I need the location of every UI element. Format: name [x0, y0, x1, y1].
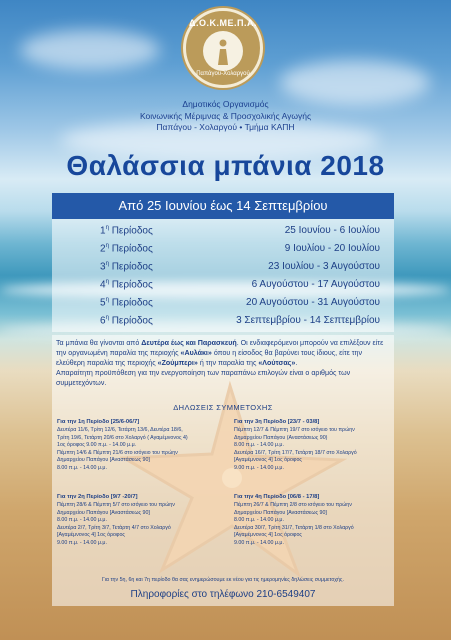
- declaration-title: Για την 3η Περίοδο [23/7 - 03/8]: [234, 419, 320, 425]
- logo-emblem: [203, 31, 243, 71]
- declaration-line: Δημαρχείου Παπάγου (Αναστάσεως 90): [234, 434, 328, 441]
- intro-text: [56, 338, 390, 388]
- period-2-declaration: [57, 493, 222, 547]
- period-label: $5^\eta$ Περίοδος: [100, 297, 153, 309]
- declarations-heading: ΔΗΛΩΣΕΙΣ ΣΥΜΜΕΤΟΧΗΣ: [173, 403, 273, 412]
- intro-paragraph: Τα μπάνια θα γίνονται από Δευτέρα έως και Παρασκευή. Οι ενδιαφερόμενοι μπορούν να επιλέξουν είτε την οργανωμένη παραλία της περιοχής «Αυλάκι» όπου η είσοδος θα βαρύνει τους ίδιους, είτε την ελεύθερη παραλία της περιοχής «Ζούμπερι» ή την παραλία της «Λούτσας».: [56, 339, 384, 367]
- period-dates: 20 Αυγούστου - 31 Αυγούστου: [246, 297, 380, 308]
- declaration-title: Για την 2η Περίοδο [9/7 -20/7]: [57, 494, 138, 500]
- declaration-line: 8.00 π.μ. - 14.00 μ.μ.: [57, 464, 107, 471]
- organization-header: [0, 99, 451, 134]
- header-line: Κοινωνικής Μέριμνας & Προσχολικής Αγωγής: [139, 110, 312, 121]
- info-panel: [52, 335, 394, 606]
- cloud: [20, 30, 160, 70]
- period-label: $2^\eta$ Περίοδος: [100, 243, 153, 255]
- declaration-line: [Αγαμέμνονος 4] 1ος όροφος: [234, 457, 302, 463]
- period-3-declaration: [234, 418, 399, 472]
- declaration-line: 9.00 π.μ. - 14.00 μ.μ.: [57, 539, 107, 546]
- schedule-panel: [52, 193, 394, 332]
- declaration-line: Δευτέρα 2/7, Τρίτη 3/7, Τετάρτη 4/7 στο Χολαργό: [57, 524, 171, 531]
- declaration-line: 9.00 π.μ. - 14.00 μ.μ.: [234, 539, 284, 546]
- declaration-line: Τρίτη 19/6, Τετάρτη 20/6 στο Χολαργό ( Αγαμέμνονος 4): [57, 434, 188, 441]
- header-line: Παπάγου - Χολαργού • Τμήμα ΚΑΠΗ: [156, 122, 295, 132]
- period-label: $1^\eta$ Περίοδος: [100, 225, 153, 237]
- period-dates: 23 Ιουλίου - 3 Αυγούστου: [268, 261, 380, 272]
- logo-location: Παπάγου-Χολαργού: [196, 71, 250, 77]
- organization-logo: [183, 8, 263, 88]
- period-1-declaration: [57, 418, 222, 472]
- period-dates: 3 Σεπτεμβρίου - 14 Σεπτεμβρίου: [236, 315, 380, 326]
- period-row: [100, 261, 380, 277]
- declaration-line: 8.00 π.μ. - 14.00 μ.μ.: [234, 517, 284, 523]
- period-dates: 6 Αυγούστου - 17 Αυγούστου: [251, 279, 380, 290]
- declaration-line: 8.00 π.μ. - 14.00 μ.μ.: [234, 442, 284, 448]
- contact-phone: Πληροφορίες στο τηλέφωνο 210-6549407: [130, 589, 316, 600]
- intro-requirement: Απαραίτητη προϋπόθεση για την ενεργοποίηση των παραπάνω επιλογών είναι ο αριθμός των συμμετεχόντων.: [56, 369, 351, 387]
- declaration-line: Πέμπτη 14/6 & Πέμπτη 21/6 στο ισόγειο του πρώην: [57, 449, 178, 456]
- period-row: [100, 243, 380, 259]
- period-label: $4^\eta$ Περίοδος: [100, 279, 153, 291]
- declaration-line: 8.00 π.μ. - 14.00 μ.μ.: [57, 517, 107, 523]
- declaration-line: Πέμπτη 12/7 & Πέμπτη 19/7 στο ισόγειο του πρώην: [234, 427, 355, 433]
- declaration-line: Πέμπτη 26/7 & Πέμπτη 2/8 στο ισόγειο του πρώην: [234, 502, 352, 508]
- declaration-line: Πέμπτη 28/6 & Πέμπτη 5/7 στο ισόγειο του πρώην: [57, 502, 175, 508]
- declaration-line: Δημαρχείου Παπάγου [Αναστάσεως 90]: [234, 509, 327, 516]
- declaration-line: Δευτέρα 30/7, Τρίτη 31/7, Τετάρτη 1/8 στο Χολαργό: [234, 524, 354, 531]
- logo-acronym: Δ.Ο.Κ.ΜΕ.Π.Α.: [189, 18, 257, 28]
- period-dates: 9 Ιουλίου - 20 Ιουλίου: [284, 243, 380, 254]
- period-row: [100, 279, 380, 295]
- period-row: [100, 297, 380, 313]
- declaration-line: 1ος όροφος 9.00 π.μ. - 14.00 μ.μ.: [57, 442, 137, 448]
- person-icon: [217, 39, 229, 65]
- period-row: [100, 315, 380, 331]
- date-range-banner: Από 25 Ιουνίου έως 14 Σεπτεμβρίου: [52, 193, 394, 219]
- declaration-line: [Αγαμέμνονος 4] 1ος όροφος: [57, 532, 125, 538]
- period-label: $6^\eta$ Περίοδος: [100, 315, 153, 327]
- period-row: [100, 225, 380, 241]
- declaration-line: Δευτέρα 11/6, Τρίτη 12/6, Τετάρτη 13/6, Δευτέρα 18/6,: [57, 427, 183, 433]
- footnote: Για την 5η, 6η και 7η περίοδο θα σας ενημερώσουμε εκ νέου για τις ημερομηνίες δηλώσεις συμμετοχής.: [102, 577, 344, 583]
- declaration-title: Για την 1η Περίοδο [25/6-06/7]: [57, 419, 140, 425]
- page-title: Θαλάσσια μπάνια 2018: [66, 150, 385, 181]
- declaration-line: [Αγαμέμνονος 4] 1ος όροφος: [234, 532, 302, 538]
- header-line: Δημοτικός Οργανισμός: [182, 99, 269, 109]
- declaration-line: 9.00 π.μ. - 14.00 μ.μ.: [234, 464, 284, 471]
- period-label: $3^\eta$ Περίοδος: [100, 261, 153, 273]
- period-dates: 25 Ιουνίου - 6 Ιουλίου: [284, 225, 380, 236]
- declaration-line: Δημαρχείου Παπάγου [Αναστάσεως 90]: [57, 457, 150, 463]
- declaration-line: Δημαρχείου Παπάγου [Αναστάσεως 90]: [57, 509, 150, 516]
- period-4-declaration: [234, 493, 399, 547]
- declaration-title: Για την 4η Περίοδο [06/8 - 17/8]: [234, 494, 320, 500]
- declaration-line: Δευτέρα 16/7, Τρίτη 17/7, Τετάρτη 18/7 στο Χολαργό: [234, 449, 357, 456]
